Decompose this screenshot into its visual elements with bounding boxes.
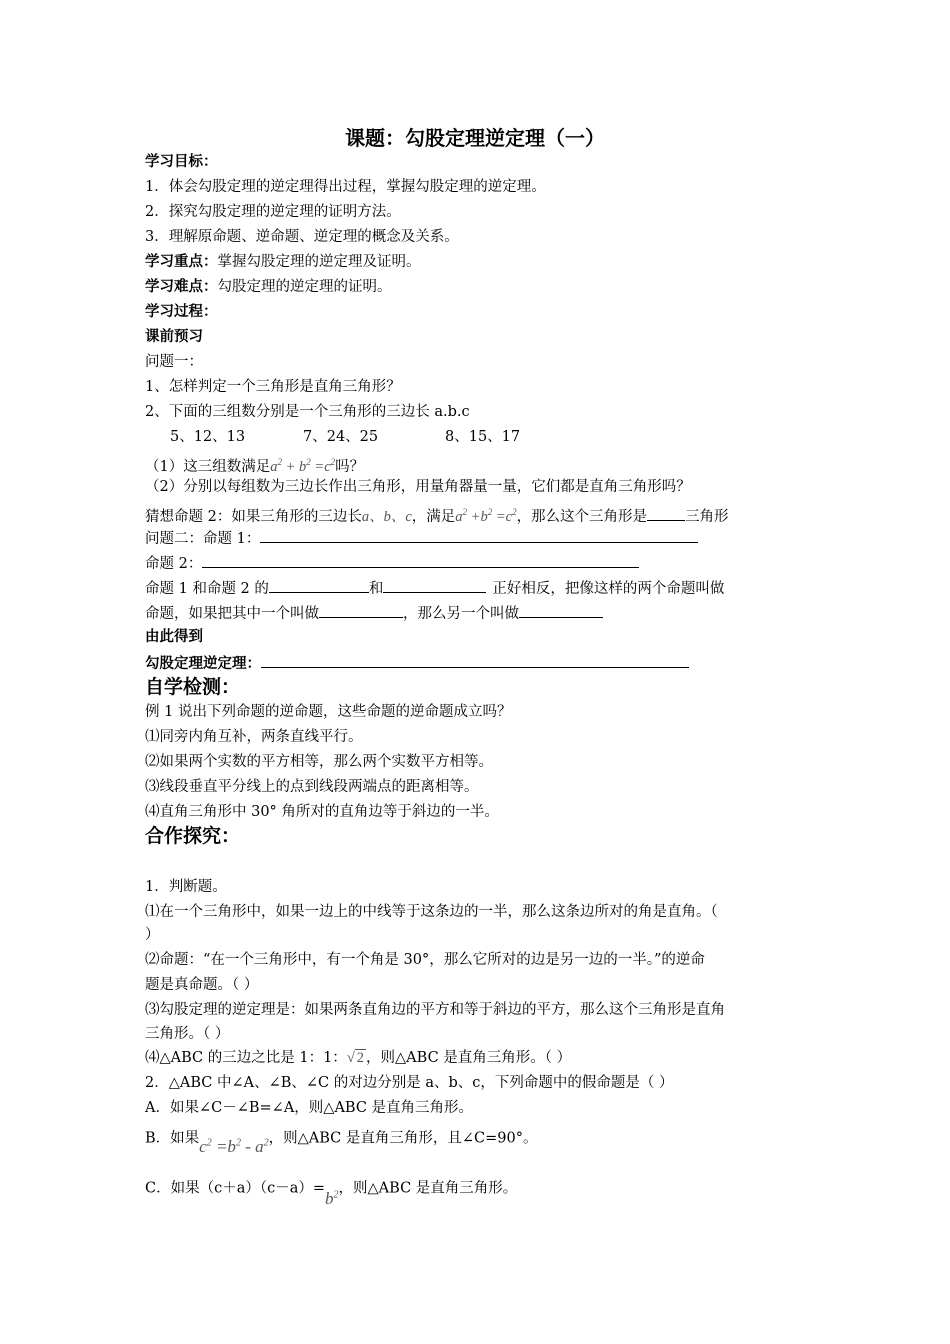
judgement-4-text: ⑷△ABC 的三边之比是 1：1： xyxy=(145,1050,347,1066)
sub-question-1 xyxy=(145,452,364,477)
option-c-text: C．如果（c＋a）（c－a）= xyxy=(145,1180,326,1197)
coop-question-2: 2．△ABC 中∠A、∠B、∠C 的对边分别是 a、b、c，下列命题中的假命题是（ ） xyxy=(145,1075,674,1091)
keypoint-text: 掌握勾股定理的逆定理及证明。 xyxy=(217,254,421,270)
relation-text-4: 命题，如果把其中一个叫做 xyxy=(145,606,319,622)
option-c-post: ，则△ABC 是直角三角形。 xyxy=(338,1180,518,1197)
judgement-4 xyxy=(145,1048,571,1068)
judgement-1b: ） xyxy=(145,927,160,943)
selfcheck-item-2: ⑵如果两个实数的平方相等，那么两个实数平方相等。 xyxy=(145,754,493,770)
selfcheck-heading: 自学检测： xyxy=(145,676,241,698)
judgement-4-post: ，则△ABC 是直角三角形。（ ） xyxy=(366,1050,572,1066)
process-heading: 学习过程： xyxy=(145,304,218,320)
coop-question-1: 1．判断题。 xyxy=(145,879,227,895)
blank-proposition-1[interactable] xyxy=(260,527,698,543)
difficulty-text: 勾股定理的逆定理的证明。 xyxy=(217,279,392,295)
goal-item-2: 2．探究勾股定理的逆定理的证明方法。 xyxy=(145,204,401,220)
conjecture-post: ，那么这个三角形是 xyxy=(516,508,648,525)
preview-heading: 课前预习 xyxy=(145,329,203,345)
option-b-post: ，则△ABC 是直角三角形，且∠C=90°。 xyxy=(268,1130,538,1147)
converse-label: 勾股定理逆定理： xyxy=(145,656,261,672)
option-a: A．如果∠C－∠B=∠A，则△ABC 是直角三角形。 xyxy=(145,1100,474,1116)
relation-text-2: 和 xyxy=(368,581,384,597)
difficulty-label: 学习难点： xyxy=(145,279,218,295)
option-c-formula: $b^2$ xyxy=(325,1188,339,1208)
question-two-line xyxy=(145,527,698,549)
goals-heading: 学习目标： xyxy=(145,154,218,170)
judgement-1a: ⑴在一个三角形中，如果一边上的中线等于这条边的一半，那么这条边所对的角是直角。（ xyxy=(145,904,718,920)
relation-line-1 xyxy=(145,577,724,599)
selfcheck-item-4: ⑷直角三角形中 30° 角所对的直角边等于斜边的一半。 xyxy=(145,804,499,820)
blank-converse-theorem[interactable] xyxy=(261,652,689,668)
conjecture-line xyxy=(145,502,729,527)
blank-relation-3[interactable] xyxy=(319,602,403,618)
sub-question-2: （2）分别以每组数为三边长作出三角形，用量角器量一量，它们都是直角三角形吗？ xyxy=(145,479,691,495)
thus-heading: 由此得到 xyxy=(145,629,203,645)
blank-relation-2[interactable] xyxy=(383,577,486,593)
option-b-text: B．如果 xyxy=(145,1130,200,1147)
pythagorean-formula: $a^2 + b^2 =c^2$ xyxy=(270,457,336,475)
question-one-label: 问题一： xyxy=(145,354,203,370)
sqrt-symbol: √ 2 xyxy=(346,1050,365,1066)
keypoint-line xyxy=(145,252,421,272)
judgement-2a: ⑵命题：“在一个三角形中，有一个角是 30°，那么它所对的边是另一边的一半。”的逆命 xyxy=(145,952,705,968)
goal-item-3: 3．理解原命题、逆命题、逆定理的概念及关系。 xyxy=(145,229,459,245)
goal-item-1: 1．体会勾股定理的逆定理得出过程，掌握勾股定理的逆定理。 xyxy=(145,179,546,195)
example-1-intro: 例 1 说出下列命题的逆命题，这些命题的逆命题成立吗？ xyxy=(145,704,512,720)
blank-relation-4[interactable] xyxy=(519,602,603,618)
sub-question-1-end: 吗？ xyxy=(335,458,365,475)
relation-line-2 xyxy=(145,602,603,624)
number-set-2: 7、24、25 xyxy=(303,429,379,445)
conjecture-formula: $a^2 +b^2 =c^2$ xyxy=(455,507,517,525)
option-c xyxy=(145,1174,518,1208)
question-one-item-2: 2、下面的三组数分别是一个三角形的三边长 a.b.c xyxy=(145,404,470,420)
coop-heading: 合作探究： xyxy=(145,825,241,847)
number-set-1: 5、12、13 xyxy=(170,429,246,445)
relation-text-5: ，那么另一个叫做 xyxy=(403,606,519,622)
judgement-3a: ⑶勾股定理的逆定理是：如果两条直角边的平方和等于斜边的平方，那么这个三角形是直角 xyxy=(145,1002,725,1018)
blank-triangle-type[interactable] xyxy=(647,505,685,521)
option-b xyxy=(145,1124,538,1156)
sqrt-radicand: 2 xyxy=(356,1050,365,1066)
relation-text-1: 命题 1 和命题 2 的 xyxy=(145,581,269,597)
proposition-2-label: 命题 2： xyxy=(145,556,203,572)
relation-text-3: 正好相反，把像这样的两个命题叫做 xyxy=(492,581,725,597)
sides-abc: a、b、c xyxy=(361,508,412,525)
question-two-label: 问题二：命题 1： xyxy=(145,531,261,547)
blank-relation-1[interactable] xyxy=(269,577,369,593)
difficulty-line xyxy=(145,277,392,297)
page-title: 课题：勾股定理逆定理（一） xyxy=(345,126,605,150)
number-set-3: 8、15、17 xyxy=(445,429,521,445)
selfcheck-item-1: ⑴同旁内角互补，两条直线平行。 xyxy=(145,729,363,745)
option-b-formula: $c^2 =b^2 - a^2$ xyxy=(199,1136,269,1156)
question-one-item-1: 1、怎样判定一个三角形是直角三角形？ xyxy=(145,379,401,395)
blank-proposition-2[interactable] xyxy=(202,552,639,568)
converse-line xyxy=(145,652,689,674)
keypoint-label: 学习重点： xyxy=(145,254,218,270)
proposition-2-line xyxy=(145,552,639,574)
conjecture-end: 三角形 xyxy=(685,508,729,525)
judgement-3b: 三角形。（ ） xyxy=(145,1026,230,1042)
conjecture-text: 猜想命题 2：如果三角形的三边长 xyxy=(145,508,362,525)
sub-question-1-text: （1）这三组数满足 xyxy=(145,458,271,475)
conjecture-mid: ，满足 xyxy=(411,508,456,525)
selfcheck-item-3: ⑶线段垂直平分线上的点到线段两端点的距离相等。 xyxy=(145,779,479,795)
judgement-2b: 题是真命题。（ ） xyxy=(145,977,259,993)
